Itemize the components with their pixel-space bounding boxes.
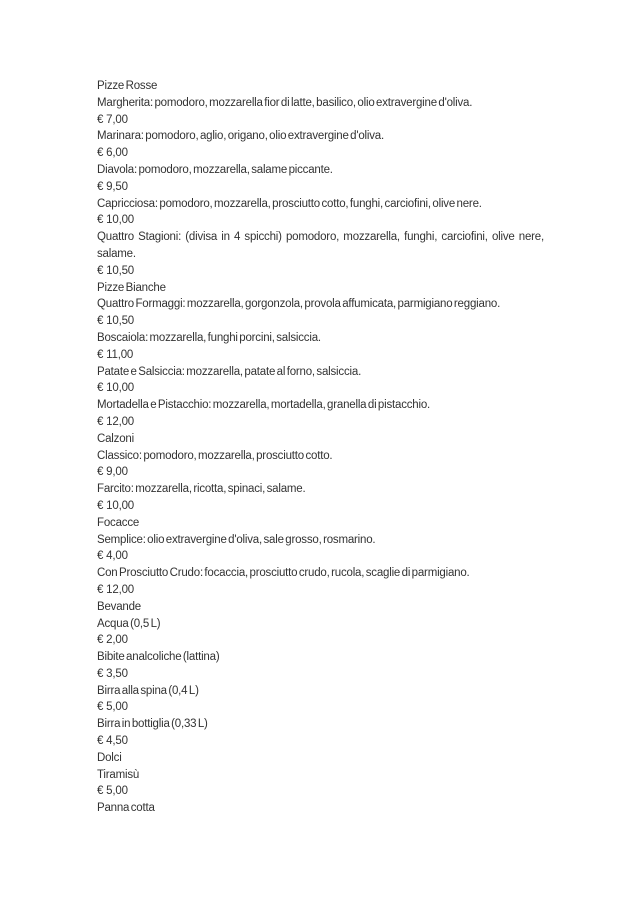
menu-item-price: € 6,00 <box>97 147 128 160</box>
menu-item-description: Semplice: olio extravergine d'oliva, sale grosso, rosmarino. <box>97 533 376 546</box>
menu-item-description: Farcito: mozzarella, ricotta, spinaci, salame. <box>97 483 306 496</box>
menu-item-description: Quattro Stagioni: (divisa in 4 spicchi) pomodoro, mozzarella, funghi, carciofini, olive nere, salame. <box>97 231 544 260</box>
menu-item-price: € 3,50 <box>97 667 128 680</box>
menu-item-price: € 5,00 <box>97 785 128 798</box>
menu-item-description: Patate e Salsiccia: mozzarella, patate al forno, salsiccia. <box>97 365 362 378</box>
menu-item-description: Capricciosa: pomodoro, mozzarella, prosciutto cotto, funghi, carciofini, olive nere. <box>97 197 482 210</box>
menu-item-description: Bibite analcoliche (lattina) <box>97 651 220 664</box>
menu-item-description: Birra in bottiglia (0,33 L) <box>97 718 208 731</box>
menu-item-price: € 9,00 <box>97 466 128 479</box>
menu-item-description: Mortadella e Pistacchio: mozzarella, mortadella, granella di pistacchio. <box>97 399 431 412</box>
menu-item-description: Birra alla spina (0,4 L) <box>97 684 199 697</box>
menu-item-price: € 4,50 <box>97 735 128 748</box>
menu-item-price: € 12,00 <box>97 583 134 596</box>
menu-item-description: Panna cotta <box>97 802 155 815</box>
menu-item-description: Quattro Formaggi: mozzarella, gorgonzola, provola affumicata, parmigiano reggiano. <box>97 298 501 311</box>
menu-item-price: € 7,00 <box>97 113 128 126</box>
menu-document <box>97 78 544 817</box>
menu-item-price: € 10,00 <box>97 214 134 227</box>
section-title: Pizze Bianche <box>97 281 166 294</box>
section-title: Focacce <box>97 516 140 529</box>
menu-item-description: Tiramisù <box>97 768 140 781</box>
menu-item-price: € 11,00 <box>97 348 134 361</box>
menu-item-price: € 10,00 <box>97 499 134 512</box>
menu-item-description: Diavola: pomodoro, mozzarella, salame piccante. <box>97 163 333 176</box>
menu-item-description: Con Prosciutto Crudo: focaccia, prosciutto crudo, rucola, scaglie di parmigiano. <box>97 567 470 580</box>
section-title: Bevande <box>97 600 141 613</box>
menu-item-price: € 12,00 <box>97 415 134 428</box>
menu-item-description: Margherita: pomodoro, mozzarella fior di latte, basilico, olio extravergine d'oliva. <box>97 96 473 109</box>
menu-item-description: Classico: pomodoro, mozzarella, prosciutto cotto. <box>97 449 333 462</box>
menu-item-price: € 10,00 <box>97 382 134 395</box>
menu-item-price: € 10,50 <box>97 315 134 328</box>
menu-item-description: Acqua (0,5 L) <box>97 617 161 630</box>
section-title: Dolci <box>97 751 122 764</box>
menu-item-price: € 10,50 <box>97 264 134 277</box>
menu-item-price: € 4,00 <box>97 550 128 563</box>
section-title: Pizze Rosse <box>97 80 158 92</box>
menu-item-price: € 9,50 <box>97 180 128 193</box>
menu-item-description: Marinara: pomodoro, aglio, origano, olio extravergine d'oliva. <box>97 130 384 143</box>
menu-item-price: € 5,00 <box>97 701 128 714</box>
menu-item-price: € 2,00 <box>97 634 128 647</box>
section-title: Calzoni <box>97 432 134 445</box>
menu-item-description: Boscaiola: mozzarella, funghi porcini, salsiccia. <box>97 331 321 344</box>
